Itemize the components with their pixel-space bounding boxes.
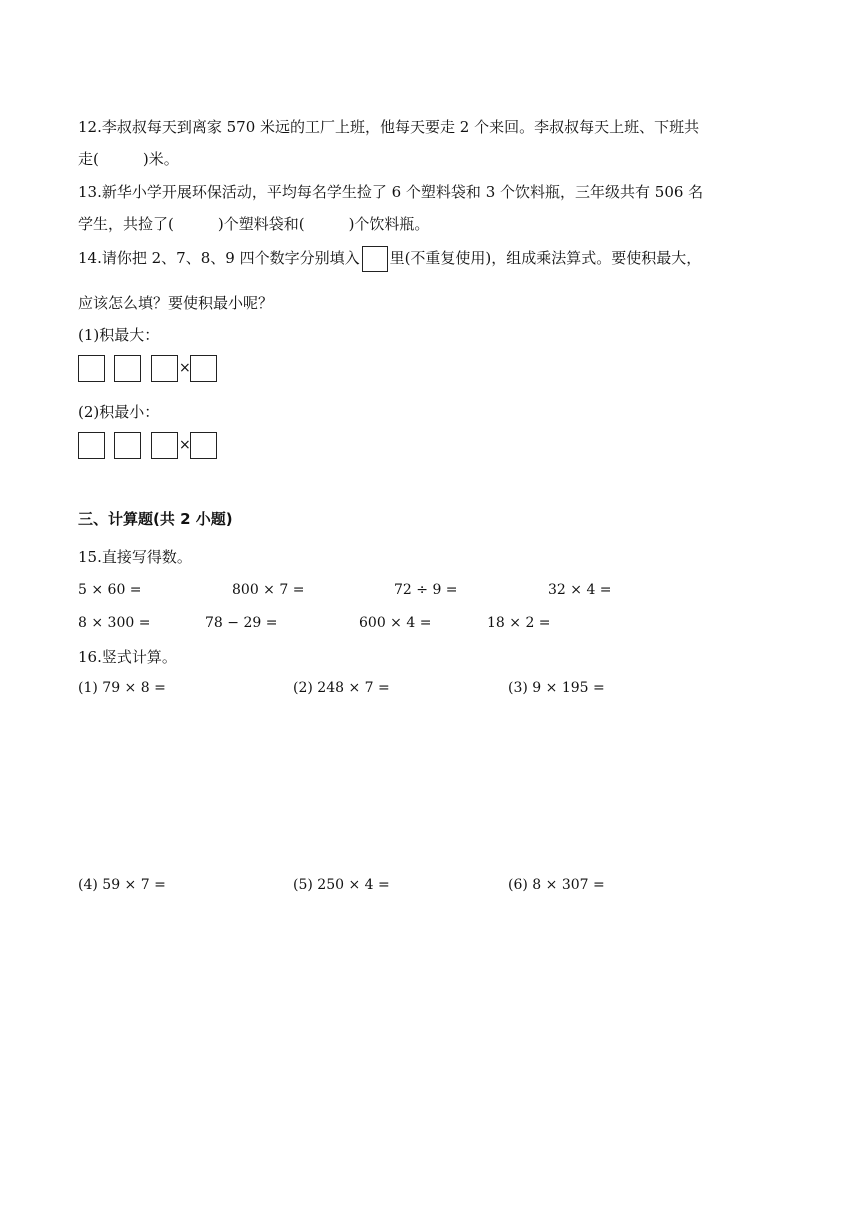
- q13-line2-a: 学生，共捡了(: [78, 215, 174, 233]
- q14-part1-times-icon: ×: [179, 360, 191, 376]
- q14-example-box: [362, 246, 388, 272]
- q14-part2-box-1[interactable]: [78, 432, 105, 459]
- q15-item-4: 32 × 4 =: [548, 582, 612, 598]
- q14-part2-times-icon: ×: [179, 437, 191, 453]
- q14-part1-box-1[interactable]: [78, 355, 105, 382]
- q13-line1: 13.新华小学开展环保活动，平均每名学生捡了 6 个塑料袋和 3 个饮料瓶，三年级共有 506 名: [78, 183, 704, 201]
- q16-item-3: (3) 9 × 195 =: [508, 680, 605, 696]
- section3-heading: 三、计算题(共 2 小题): [78, 510, 233, 528]
- q15-item-3: 72 ÷ 9 =: [394, 582, 458, 598]
- q15-item-7: 600 × 4 =: [359, 615, 432, 631]
- q14-line1-start: 14.请你把 2、7、8、9 四个数字分别填入: [78, 249, 360, 267]
- q12-line2-start: 走(: [78, 150, 99, 168]
- q15-item-8: 18 × 2 =: [487, 615, 551, 631]
- q14-part1-box-3[interactable]: [151, 355, 178, 382]
- q13-line2-b: )个塑料袋和(: [217, 215, 305, 233]
- q14-line1-end: 里(不重复使用)，组成乘法算式。要使积最大，: [389, 249, 702, 267]
- q14-part2-box-4[interactable]: [190, 432, 217, 459]
- q14-line2: 应该怎么填？要使积最小呢？: [78, 294, 274, 312]
- q15-title: 15.直接写得数。: [78, 548, 192, 566]
- q16-title: 16.竖式计算。: [78, 648, 177, 666]
- q16-item-4: (4) 59 × 7 =: [78, 877, 166, 893]
- q16-item-1: (1) 79 × 8 =: [78, 680, 166, 696]
- q16-item-2: (2) 248 × 7 =: [293, 680, 390, 696]
- q13-line2: [78, 213, 429, 235]
- q14-line1: [78, 246, 701, 272]
- q14-part1-box-2[interactable]: [114, 355, 141, 382]
- q16-item-5: (5) 250 × 4 =: [293, 877, 390, 893]
- q15-item-5: 8 × 300 =: [78, 615, 151, 631]
- q14-part2-label: (2)积最小：: [78, 403, 160, 421]
- q14-part1-label: (1)积最大：: [78, 326, 160, 344]
- q14-part2-box-2[interactable]: [114, 432, 141, 459]
- q15-item-6: 78 − 29 =: [205, 615, 278, 631]
- q16-item-6: (6) 8 × 307 =: [508, 877, 605, 893]
- q12-line2: [78, 148, 179, 170]
- q12-line1: 12.李叔叔每天到离家 570 米远的工厂上班，他每天要走 2 个来回。李叔叔每天上班、下班共: [78, 118, 700, 136]
- q14-part1-box-4[interactable]: [190, 355, 217, 382]
- q12-line2-end: )米。: [142, 150, 179, 168]
- q15-item-2: 800 × 7 =: [232, 582, 305, 598]
- q14-part2-box-3[interactable]: [151, 432, 178, 459]
- q15-item-1: 5 × 60 =: [78, 582, 142, 598]
- q13-line2-c: )个饮料瓶。: [348, 215, 430, 233]
